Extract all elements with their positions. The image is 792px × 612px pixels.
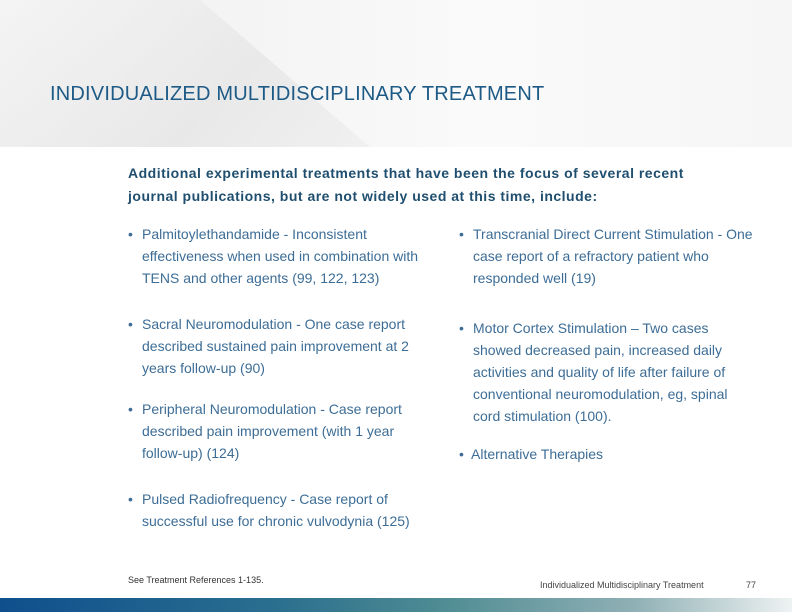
header-decoration [0, 0, 380, 147]
bullet-motor-cortex: • Motor Cortex Stimulation – Two cases showed decreased pain, increased daily activities and quality of life after failure of conventional neuromodulation, eg, spinal cord stimulation (100). [459, 320, 728, 424]
intro-text: Additional experimental treatments that have been the focus of several recent journal publications, but are not widely used at this time, include: [128, 165, 684, 204]
bullet-peripheral-neuromodulation: • Peripheral Neuromodulation - Case report described pain improvement (with 1 year follow-up) (124) [128, 401, 402, 461]
footer-section: Individualized Multidisciplinary Treatment [540, 580, 704, 590]
header-band [0, 0, 792, 147]
page-title: INDIVIDUALIZED MULTIDISCIPLINARY TREATMENT [50, 83, 545, 105]
bullet-pulsed-radiofrequency: • Pulsed Radiofrequency - Case report of successful use for chronic vulvodynia (125) [128, 491, 410, 529]
bullet-palmitoylethandamide: • Palmitoylethandamide - Inconsistent effectiveness when used in combination with TENS and other agents (99, 122, 123) [128, 226, 419, 286]
bullet-sacral-neuromodulation: • Sacral Neuromodulation - One case report described sustained pain improvement at 2 years follow-up (90) [128, 316, 409, 376]
bullet-tdcs: • Transcranial Direct Current Stimulation - One case report of a refractory patient who responded well (19) [459, 226, 753, 286]
bullet-alternative-therapies: • Alternative Therapies [459, 446, 604, 462]
references-note: See Treatment References 1-135. [128, 575, 264, 585]
footer-bar [0, 598, 792, 612]
page-number: 77 [746, 580, 757, 590]
